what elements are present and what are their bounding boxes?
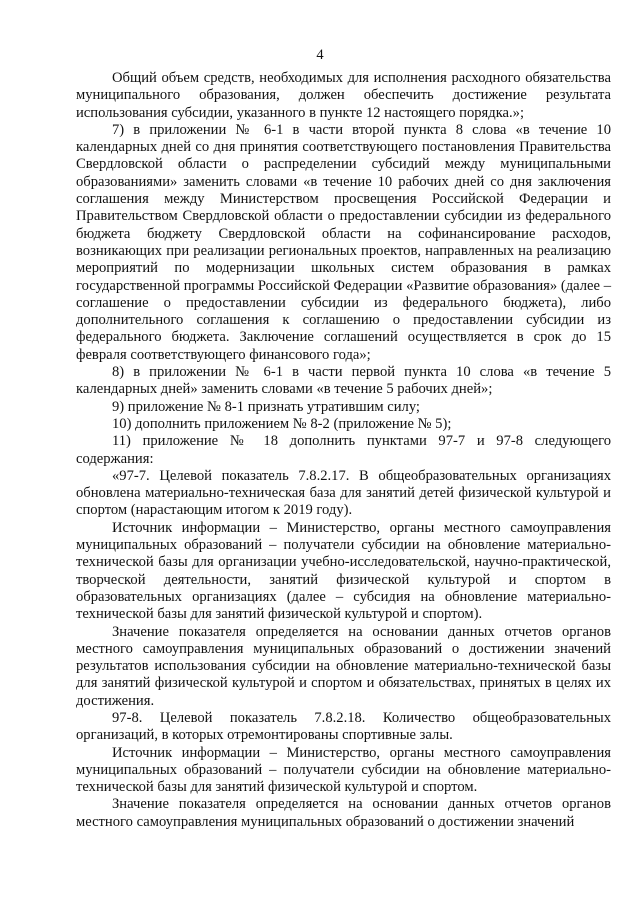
paragraph-97-7: «97-7. Целевой показатель 7.8.2.17. В общеобразовательных организациях обновлена материально-техническая база для занятий детей физической культурой и спортом (нарастающим итогом к 2019 году). [76,467,611,519]
paragraph-item-8: 8) в приложении № 6-1 в части первой пункта 10 слова «в течение 5 календарных дней» заменить словами «в течение 5 рабочих дней»; [76,364,611,398]
paragraph-97-8-source: Источник информации – Министерство, органы местного самоуправления муниципальных образований – получатели субсидии на обновление материально-технической базы для занятий физической культурой и спортом. [76,744,611,796]
paragraph-97-8-value: Значение показателя определяется на основании данных отчетов органов местного самоуправления муниципальных образований о достижении значений [76,796,611,830]
document-body [76,70,611,831]
paragraph-97-7-value: Значение показателя определяется на основании данных отчетов органов местного самоуправления муниципальных образований о достижении значений результатов использования субсидии на обновление материально-технической базы для занятий физической культурой и спортом и обязательствах, принятых в целях их достижения. [76,623,611,709]
paragraph-item-7: 7) в приложении № 6-1 в части второй пункта 8 слова «в течение 10 календарных дней со дня принятия соответствующего постановления Правительства Свердловской области о распределении субсидий между муниципальными образованиями» заменить словами «в течение 10 рабочих дней со дня заключения соглашения между Министерством просвещения Российской Федерации и Правительством Свердловской области о предоставлении субсидии из федерального бюджета бюджету Свердловской области на софинансирование расходов, возникающих при реализации региональных проектов, направленных на реализацию мероприятий по модернизации школьных систем образования в рамках государственной программы Российской Федерации «Развитие образования» (далее – соглашение о предоставлении субсидии из федерального бюджета), либо дополнительного соглашения к соглашению о предоставлении субсидии из федерального бюджета. Заключение соглашений осуществляется в срок до 15 февраля соответствующего финансового года»; [76,121,611,363]
paragraph-item-11: 11) приложение № 18 дополнить пунктами 97-7 и 97-8 следующего содержания: [76,433,611,467]
paragraph-total-funds: Общий объем средств, необходимых для исполнения расходного обязательства муниципального образования, должен обеспечить достижение результата использования субсидии, указанного в пункте 12 настоящего порядка.»; [76,70,611,121]
paragraph-97-7-source: Источник информации – Министерство, органы местного самоуправления муниципальных образований – получатели субсидии на обновление материально-технической базы для организации учебно-исследовательской, научно-практической, творческой деятельности, занятий физической культурой и спортом в образовательных организациях (далее – субсидия на обновление материально-технической базы для занятий физической культурой и спортом). [76,519,611,623]
paragraph-item-9: 9) приложение № 8-1 признать утратившим силу; [112,398,420,415]
page-number: 4 [316,47,324,63]
paragraph-97-8: 97-8. Целевой показатель 7.8.2.18. Количество общеобразовательных организаций, в которых отремонтированы спортивные залы. [76,709,611,744]
paragraph-item-10: 10) дополнить приложением № 8-2 (приложение № 5); [112,415,452,432]
